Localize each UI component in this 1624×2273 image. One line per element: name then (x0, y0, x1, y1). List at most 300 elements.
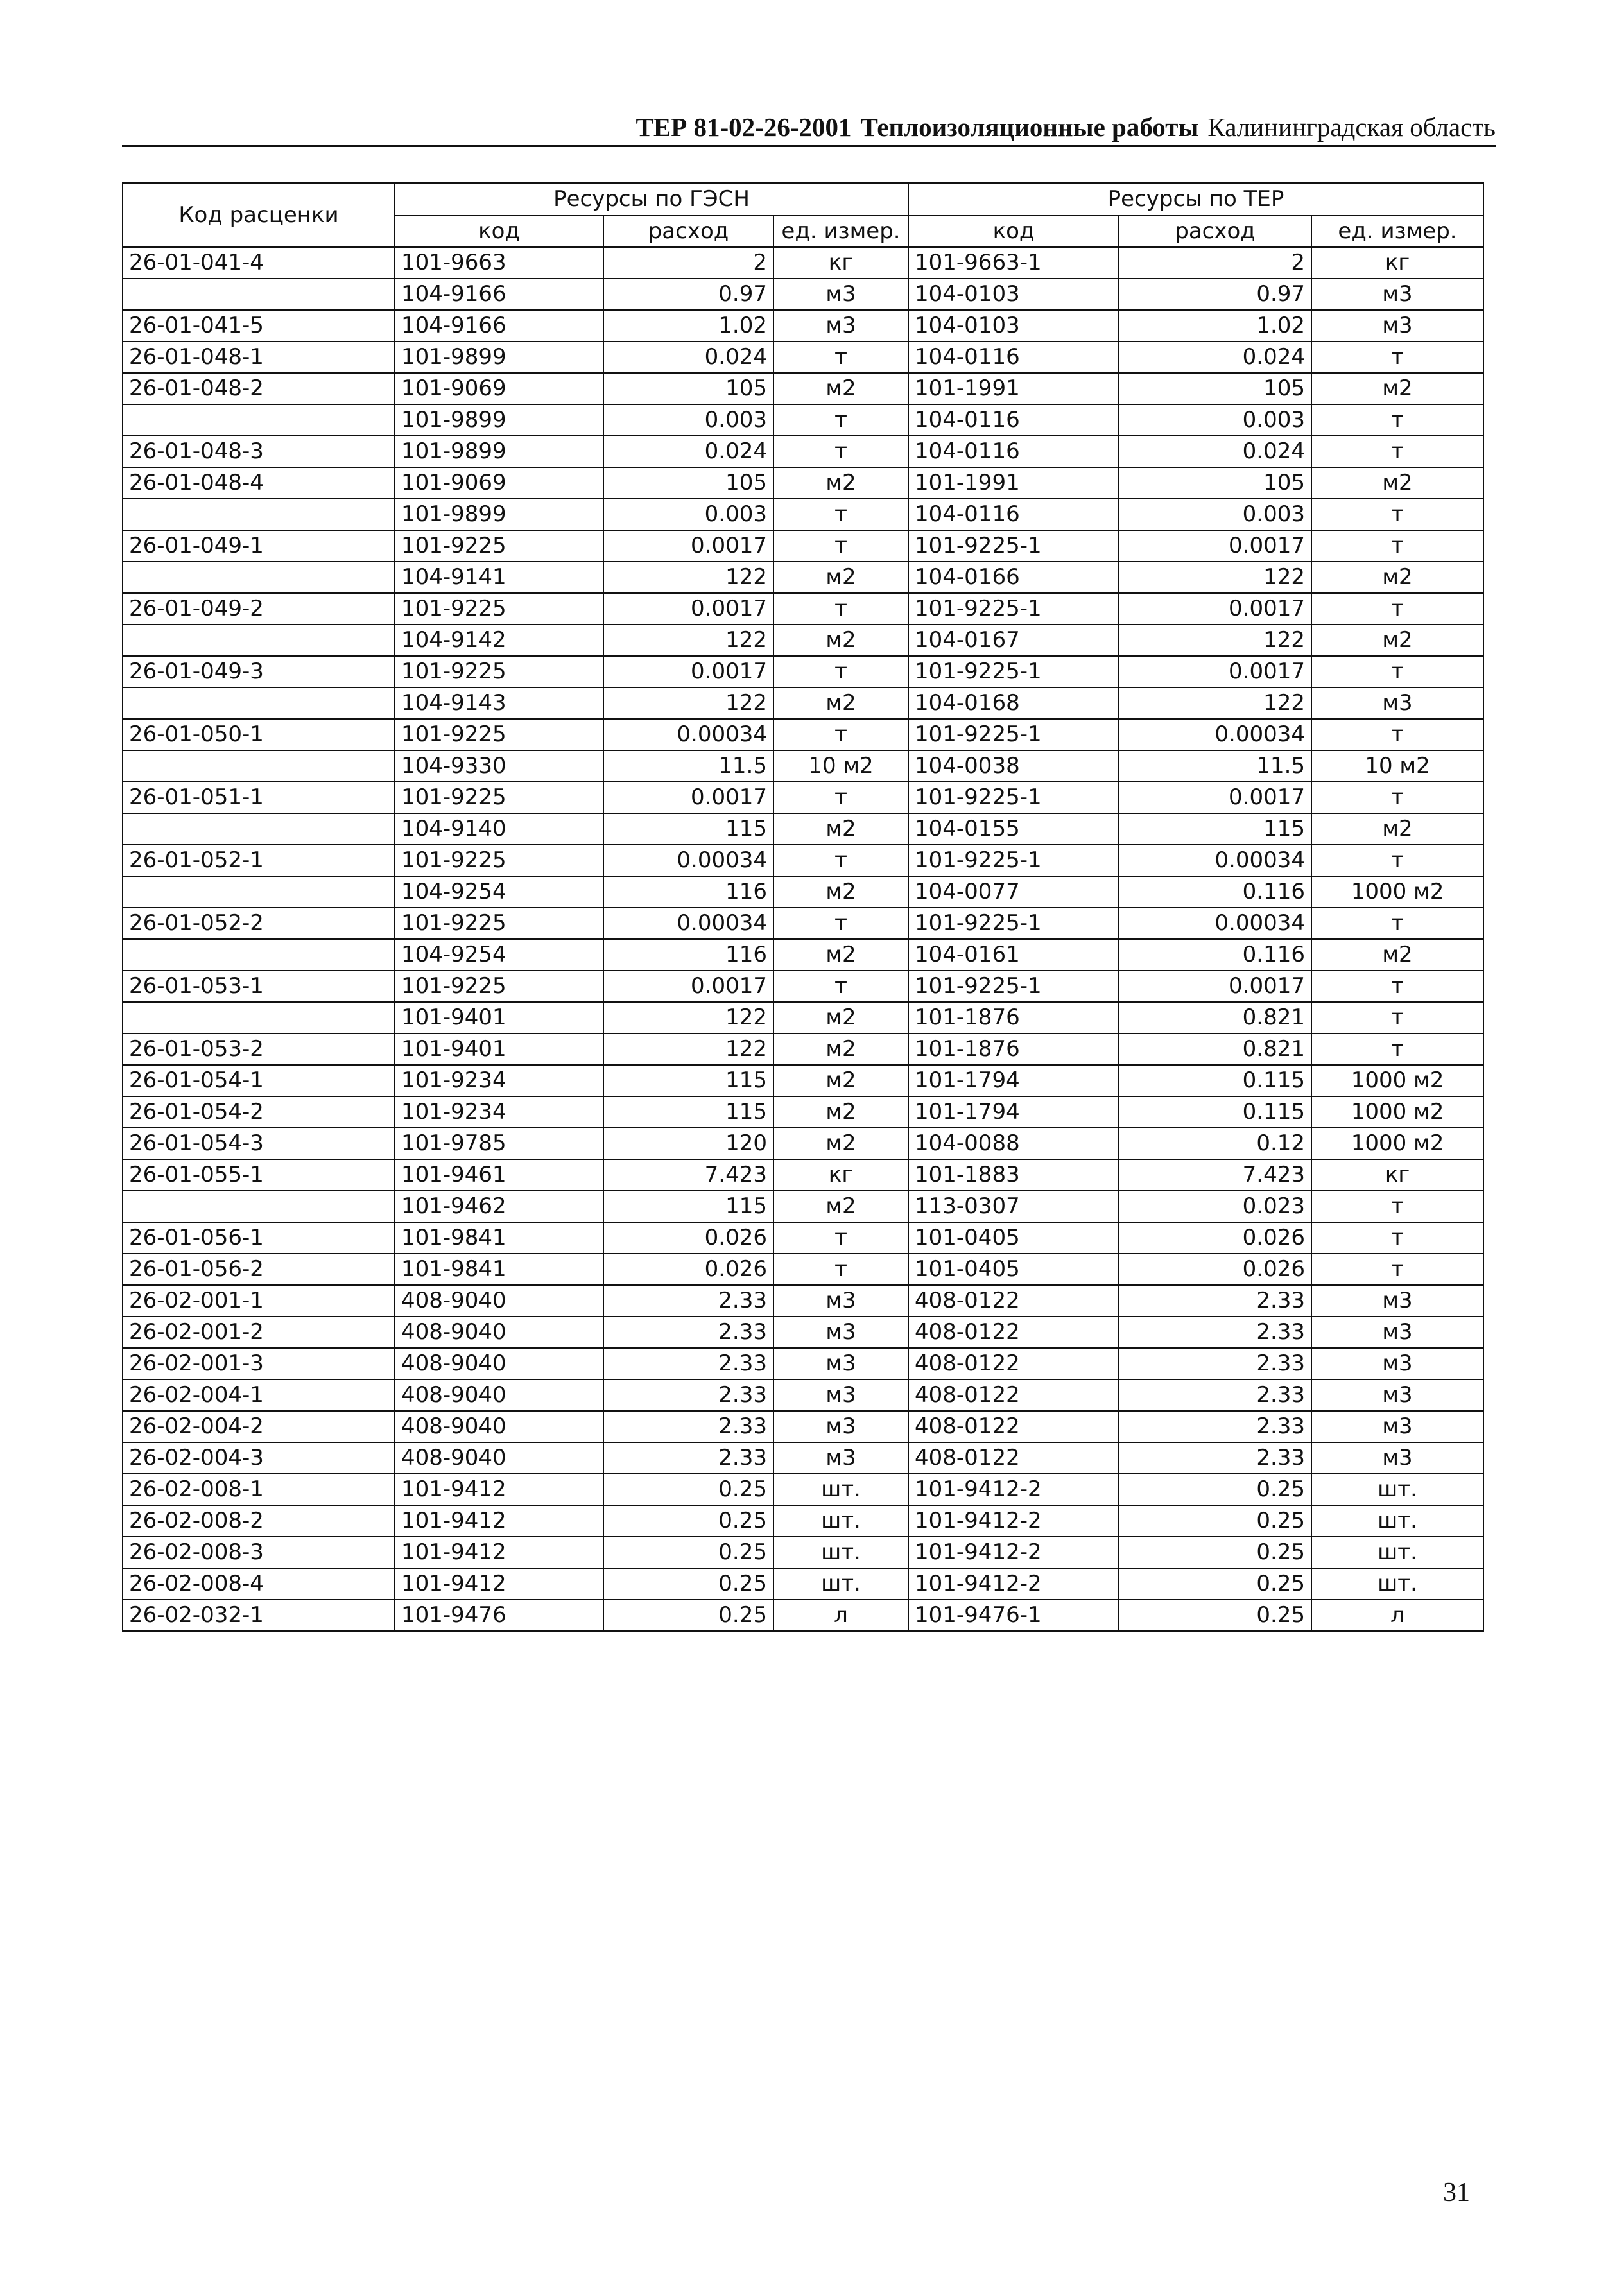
ter-unit-cell: м3 (1311, 310, 1483, 341)
gesn-consumption-cell: 0.024 (603, 341, 773, 373)
gesn-unit-cell: м2 (773, 813, 908, 845)
gesn-unit-cell: м2 (773, 1096, 908, 1128)
ter-consumption-cell: 11.5 (1119, 750, 1311, 782)
gesn-code-cell: 101-9841 (395, 1222, 603, 1254)
gesn-unit-cell: т (773, 845, 908, 876)
gesn-consumption-cell: 0.97 (603, 279, 773, 310)
gesn-code-cell: 101-9899 (395, 436, 603, 467)
gesn-consumption-cell: 7.423 (603, 1159, 773, 1191)
gesn-unit-cell: шт. (773, 1474, 908, 1505)
rate-code-cell: 26-01-041-5 (123, 310, 395, 341)
gesn-unit-cell: т (773, 782, 908, 813)
gesn-unit-cell: м2 (773, 1128, 908, 1159)
ter-unit-cell: шт. (1311, 1537, 1483, 1568)
gesn-unit-cell: т (773, 404, 908, 436)
gesn-unit-cell: т (773, 719, 908, 750)
gesn-unit-cell: м2 (773, 1065, 908, 1096)
ter-unit-cell: шт. (1311, 1568, 1483, 1600)
ter-unit-cell: м2 (1311, 813, 1483, 845)
gesn-consumption-cell: 0.25 (603, 1568, 773, 1600)
ter-unit-cell: т (1311, 1191, 1483, 1222)
gesn-code-cell: 101-9225 (395, 782, 603, 813)
ter-consumption-cell: 1.02 (1119, 310, 1311, 341)
table-row (123, 1285, 1483, 1317)
ter-consumption-cell: 0.0017 (1119, 782, 1311, 813)
gesn-unit-cell: шт. (773, 1537, 908, 1568)
ter-code-cell: 104-0088 (908, 1128, 1119, 1159)
gesn-code-cell: 101-9234 (395, 1065, 603, 1096)
rate-code-cell (123, 625, 395, 656)
header-ter-consumption: расход (1119, 216, 1311, 247)
gesn-code-cell: 104-9254 (395, 939, 603, 971)
rate-code-cell (123, 1002, 395, 1033)
ter-consumption-cell: 2.33 (1119, 1411, 1311, 1442)
document-title: Теплоизоляционные работы (860, 112, 1199, 142)
ter-consumption-cell: 0.024 (1119, 436, 1311, 467)
rate-code-cell: 26-01-051-1 (123, 782, 395, 813)
gesn-unit-cell: т (773, 593, 908, 625)
ter-consumption-cell: 2 (1119, 247, 1311, 279)
gesn-unit-cell: т (773, 436, 908, 467)
gesn-consumption-cell: 0.00034 (603, 908, 773, 939)
gesn-unit-cell: м3 (773, 1411, 908, 1442)
gesn-unit-cell: т (773, 971, 908, 1002)
rate-code-cell (123, 499, 395, 530)
ter-code-cell: 101-9225-1 (908, 530, 1119, 562)
ter-unit-cell: т (1311, 530, 1483, 562)
gesn-consumption-cell: 0.25 (603, 1537, 773, 1568)
header-rate-code: Код расценки (123, 183, 395, 247)
ter-consumption-cell: 0.821 (1119, 1002, 1311, 1033)
gesn-consumption-cell: 122 (603, 1002, 773, 1033)
ter-unit-cell: м3 (1311, 1411, 1483, 1442)
rate-code-cell: 26-01-048-4 (123, 467, 395, 499)
ter-unit-cell: т (1311, 593, 1483, 625)
gesn-code-cell: 101-9401 (395, 1033, 603, 1065)
rate-code-cell: 26-02-008-1 (123, 1474, 395, 1505)
ter-unit-cell: м3 (1311, 687, 1483, 719)
gesn-code-cell: 101-9462 (395, 1191, 603, 1222)
gesn-unit-cell: т (773, 499, 908, 530)
table-row (123, 1505, 1483, 1537)
ter-consumption-cell: 7.423 (1119, 1159, 1311, 1191)
gesn-consumption-cell: 0.0017 (603, 971, 773, 1002)
ter-consumption-cell: 122 (1119, 562, 1311, 593)
ter-consumption-cell: 122 (1119, 687, 1311, 719)
ter-code-cell: 101-9225-1 (908, 845, 1119, 876)
gesn-code-cell: 104-9143 (395, 687, 603, 719)
ter-consumption-cell: 0.026 (1119, 1222, 1311, 1254)
rate-code-cell: 26-02-008-4 (123, 1568, 395, 1600)
table-row (123, 1128, 1483, 1159)
ter-unit-cell: т (1311, 971, 1483, 1002)
table-row (123, 341, 1483, 373)
gesn-code-cell: 101-9225 (395, 656, 603, 687)
gesn-unit-cell: л (773, 1600, 908, 1631)
rate-code-cell (123, 562, 395, 593)
ter-consumption-cell: 0.003 (1119, 404, 1311, 436)
ter-unit-cell: шт. (1311, 1505, 1483, 1537)
header-ter-resources: Ресурсы по ТЕР (908, 183, 1483, 216)
gesn-code-cell: 104-9142 (395, 625, 603, 656)
gesn-unit-cell: м2 (773, 687, 908, 719)
ter-unit-cell: м3 (1311, 1317, 1483, 1348)
gesn-consumption-cell: 2.33 (603, 1442, 773, 1474)
gesn-unit-cell: м2 (773, 467, 908, 499)
ter-code-cell: 408-0122 (908, 1379, 1119, 1411)
header-gesn-code: код (395, 216, 603, 247)
table-row (123, 1222, 1483, 1254)
ter-consumption-cell: 105 (1119, 467, 1311, 499)
gesn-code-cell: 408-9040 (395, 1285, 603, 1317)
gesn-consumption-cell: 0.0017 (603, 530, 773, 562)
table-row (123, 1568, 1483, 1600)
page-number: 31 (1443, 2178, 1470, 2208)
gesn-code-cell: 101-9412 (395, 1505, 603, 1537)
gesn-consumption-cell: 105 (603, 373, 773, 404)
gesn-code-cell: 101-9069 (395, 373, 603, 404)
rate-code-cell (123, 1191, 395, 1222)
gesn-consumption-cell: 0.0017 (603, 782, 773, 813)
gesn-consumption-cell: 122 (603, 562, 773, 593)
ter-consumption-cell: 0.25 (1119, 1568, 1311, 1600)
table-row (123, 1474, 1483, 1505)
table-row (123, 1537, 1483, 1568)
rate-code-cell: 26-01-054-1 (123, 1065, 395, 1096)
gesn-code-cell: 408-9040 (395, 1379, 603, 1411)
gesn-unit-cell: м3 (773, 279, 908, 310)
table-row (123, 971, 1483, 1002)
rate-code-cell (123, 750, 395, 782)
rate-code-cell: 26-01-048-2 (123, 373, 395, 404)
gesn-code-cell: 104-9330 (395, 750, 603, 782)
header-gesn-unit: ед. измер. (773, 216, 908, 247)
rate-code-cell: 26-02-001-1 (123, 1285, 395, 1317)
table-row (123, 625, 1483, 656)
ter-unit-cell: м3 (1311, 279, 1483, 310)
ter-consumption-cell: 0.003 (1119, 499, 1311, 530)
ter-consumption-cell: 0.115 (1119, 1065, 1311, 1096)
ter-code-cell: 101-0405 (908, 1222, 1119, 1254)
gesn-unit-cell: м2 (773, 562, 908, 593)
table-row (123, 530, 1483, 562)
rate-code-cell: 26-01-048-3 (123, 436, 395, 467)
ter-code-cell: 101-9225-1 (908, 782, 1119, 813)
table-row (123, 1096, 1483, 1128)
ter-consumption-cell: 115 (1119, 813, 1311, 845)
ter-code-cell: 408-0122 (908, 1348, 1119, 1379)
table-body (123, 247, 1483, 1631)
gesn-code-cell: 408-9040 (395, 1442, 603, 1474)
gesn-unit-cell: м2 (773, 1191, 908, 1222)
ter-consumption-cell: 2.33 (1119, 1442, 1311, 1474)
gesn-unit-cell: м3 (773, 1442, 908, 1474)
ter-unit-cell: т (1311, 341, 1483, 373)
table-row (123, 1002, 1483, 1033)
table-row (123, 1033, 1483, 1065)
ter-code-cell: 104-0155 (908, 813, 1119, 845)
ter-consumption-cell: 2.33 (1119, 1379, 1311, 1411)
ter-unit-cell: т (1311, 1033, 1483, 1065)
gesn-code-cell: 101-9841 (395, 1254, 603, 1285)
ter-code-cell: 104-0167 (908, 625, 1119, 656)
gesn-unit-cell: кг (773, 247, 908, 279)
ter-consumption-cell: 0.0017 (1119, 971, 1311, 1002)
ter-code-cell: 101-9476-1 (908, 1600, 1119, 1631)
gesn-unit-cell: м2 (773, 373, 908, 404)
gesn-consumption-cell: 0.024 (603, 436, 773, 467)
rate-code-cell: 26-01-054-2 (123, 1096, 395, 1128)
ter-consumption-cell: 0.116 (1119, 876, 1311, 908)
ter-unit-cell: м2 (1311, 467, 1483, 499)
rate-code-cell (123, 813, 395, 845)
ter-code-cell: 101-9225-1 (908, 971, 1119, 1002)
ter-unit-cell: м3 (1311, 1348, 1483, 1379)
ter-code-cell: 104-0166 (908, 562, 1119, 593)
gesn-code-cell: 408-9040 (395, 1411, 603, 1442)
ter-unit-cell: л (1311, 1600, 1483, 1631)
ter-code-cell: 101-1876 (908, 1033, 1119, 1065)
ter-consumption-cell: 0.25 (1119, 1505, 1311, 1537)
table-row (123, 436, 1483, 467)
gesn-code-cell: 104-9141 (395, 562, 603, 593)
ter-consumption-cell: 0.0017 (1119, 656, 1311, 687)
ter-consumption-cell: 0.0017 (1119, 593, 1311, 625)
ter-unit-cell: м2 (1311, 939, 1483, 971)
ter-code-cell: 104-0168 (908, 687, 1119, 719)
gesn-code-cell: 101-9899 (395, 341, 603, 373)
rate-code-cell: 26-01-048-1 (123, 341, 395, 373)
rate-code-cell: 26-01-052-2 (123, 908, 395, 939)
ter-code-cell: 101-1794 (908, 1065, 1119, 1096)
rate-code-cell: 26-01-041-4 (123, 247, 395, 279)
gesn-unit-cell: т (773, 341, 908, 373)
gesn-code-cell: 101-9225 (395, 593, 603, 625)
gesn-code-cell: 101-9899 (395, 499, 603, 530)
gesn-consumption-cell: 0.0017 (603, 656, 773, 687)
table-row (123, 939, 1483, 971)
rate-code-cell (123, 404, 395, 436)
ter-consumption-cell: 0.00034 (1119, 908, 1311, 939)
ter-unit-cell: т (1311, 1254, 1483, 1285)
table-row (123, 1191, 1483, 1222)
gesn-code-cell: 101-9785 (395, 1128, 603, 1159)
ter-consumption-cell: 0.00034 (1119, 719, 1311, 750)
table-row (123, 373, 1483, 404)
table-row (123, 593, 1483, 625)
gesn-code-cell: 104-9254 (395, 876, 603, 908)
ter-code-cell: 113-0307 (908, 1191, 1119, 1222)
gesn-consumption-cell: 120 (603, 1128, 773, 1159)
gesn-unit-cell: м2 (773, 625, 908, 656)
header-ter-code: код (908, 216, 1119, 247)
rate-code-cell: 26-01-054-3 (123, 1128, 395, 1159)
gesn-consumption-cell: 116 (603, 939, 773, 971)
gesn-consumption-cell: 0.003 (603, 404, 773, 436)
ter-consumption-cell: 0.25 (1119, 1600, 1311, 1631)
ter-code-cell: 408-0122 (908, 1411, 1119, 1442)
table-row (123, 1442, 1483, 1474)
ter-code-cell: 408-0122 (908, 1285, 1119, 1317)
gesn-code-cell: 101-9412 (395, 1474, 603, 1505)
rate-code-cell: 26-02-004-1 (123, 1379, 395, 1411)
rate-code-cell: 26-02-001-3 (123, 1348, 395, 1379)
gesn-code-cell: 408-9040 (395, 1317, 603, 1348)
gesn-unit-cell: т (773, 908, 908, 939)
ter-unit-cell: т (1311, 499, 1483, 530)
table-row (123, 1065, 1483, 1096)
table-row (123, 467, 1483, 499)
ter-consumption-cell: 0.25 (1119, 1474, 1311, 1505)
table-row (123, 1348, 1483, 1379)
table-row (123, 1254, 1483, 1285)
gesn-code-cell: 408-9040 (395, 1348, 603, 1379)
gesn-code-cell: 101-9225 (395, 719, 603, 750)
gesn-unit-cell: м3 (773, 310, 908, 341)
ter-consumption-cell: 0.97 (1119, 279, 1311, 310)
ter-unit-cell: т (1311, 404, 1483, 436)
ter-consumption-cell: 2.33 (1119, 1348, 1311, 1379)
rate-code-cell: 26-02-008-3 (123, 1537, 395, 1568)
ter-code-cell: 104-0038 (908, 750, 1119, 782)
gesn-consumption-cell: 2 (603, 247, 773, 279)
ter-code-cell: 101-0405 (908, 1254, 1119, 1285)
rate-code-cell: 26-01-049-3 (123, 656, 395, 687)
gesn-consumption-cell: 115 (603, 1191, 773, 1222)
ter-unit-cell: т (1311, 1222, 1483, 1254)
gesn-code-cell: 101-9225 (395, 530, 603, 562)
ter-unit-cell: 1000 м2 (1311, 1096, 1483, 1128)
gesn-code-cell: 101-9412 (395, 1537, 603, 1568)
rate-code-cell: 26-01-050-1 (123, 719, 395, 750)
ter-unit-cell: 1000 м2 (1311, 1065, 1483, 1096)
rate-code-cell: 26-01-052-1 (123, 845, 395, 876)
gesn-unit-cell: шт. (773, 1568, 908, 1600)
table-row (123, 1411, 1483, 1442)
ter-consumption-cell: 0.00034 (1119, 845, 1311, 876)
table-row (123, 687, 1483, 719)
ter-code-cell: 104-0161 (908, 939, 1119, 971)
ter-unit-cell: 10 м2 (1311, 750, 1483, 782)
gesn-consumption-cell: 122 (603, 625, 773, 656)
ter-consumption-cell: 0.116 (1119, 939, 1311, 971)
gesn-consumption-cell: 0.026 (603, 1254, 773, 1285)
rate-code-cell: 26-01-053-2 (123, 1033, 395, 1065)
gesn-consumption-cell: 0.00034 (603, 845, 773, 876)
table-row (123, 247, 1483, 279)
ter-code-cell: 101-9412-2 (908, 1568, 1119, 1600)
rate-code-cell: 26-01-055-1 (123, 1159, 395, 1191)
ter-code-cell: 104-0116 (908, 404, 1119, 436)
ter-unit-cell: кг (1311, 1159, 1483, 1191)
gesn-unit-cell: т (773, 1254, 908, 1285)
gesn-unit-cell: т (773, 1222, 908, 1254)
gesn-consumption-cell: 0.25 (603, 1600, 773, 1631)
table-row (123, 404, 1483, 436)
ter-unit-cell: кг (1311, 247, 1483, 279)
ter-code-cell: 408-0122 (908, 1317, 1119, 1348)
gesn-unit-cell: м2 (773, 876, 908, 908)
table-row (123, 719, 1483, 750)
ter-code-cell: 104-0103 (908, 279, 1119, 310)
gesn-consumption-cell: 0.25 (603, 1505, 773, 1537)
table-row (123, 1379, 1483, 1411)
gesn-consumption-cell: 1.02 (603, 310, 773, 341)
rate-code-cell: 26-02-032-1 (123, 1600, 395, 1631)
table-row (123, 782, 1483, 813)
ter-consumption-cell: 2.33 (1119, 1317, 1311, 1348)
ter-consumption-cell: 0.023 (1119, 1191, 1311, 1222)
gesn-code-cell: 104-9166 (395, 279, 603, 310)
rate-code-cell (123, 939, 395, 971)
ter-unit-cell: т (1311, 845, 1483, 876)
ter-consumption-cell: 0.12 (1119, 1128, 1311, 1159)
gesn-code-cell: 101-9899 (395, 404, 603, 436)
gesn-unit-cell: т (773, 530, 908, 562)
gesn-unit-cell: м3 (773, 1348, 908, 1379)
ter-code-cell: 101-1883 (908, 1159, 1119, 1191)
ter-unit-cell: т (1311, 719, 1483, 750)
rate-code-cell: 26-02-004-3 (123, 1442, 395, 1474)
header-gesn-consumption: расход (603, 216, 773, 247)
ter-unit-cell: т (1311, 436, 1483, 467)
gesn-unit-cell: м2 (773, 1002, 908, 1033)
ter-code-cell: 101-1991 (908, 373, 1119, 404)
rate-code-cell: 26-01-049-2 (123, 593, 395, 625)
ter-consumption-cell: 0.821 (1119, 1033, 1311, 1065)
gesn-consumption-cell: 122 (603, 1033, 773, 1065)
rate-code-cell (123, 876, 395, 908)
gesn-unit-cell: шт. (773, 1505, 908, 1537)
rate-code-cell: 26-01-056-1 (123, 1222, 395, 1254)
table-row (123, 499, 1483, 530)
gesn-unit-cell: м3 (773, 1317, 908, 1348)
gesn-unit-cell: м2 (773, 939, 908, 971)
ter-code-cell: 101-1991 (908, 467, 1119, 499)
gesn-code-cell: 101-9412 (395, 1568, 603, 1600)
page-header (122, 107, 1496, 147)
gesn-unit-cell: т (773, 656, 908, 687)
ter-code-cell: 101-9412-2 (908, 1474, 1119, 1505)
gesn-unit-cell: 10 м2 (773, 750, 908, 782)
ter-consumption-cell: 0.0017 (1119, 530, 1311, 562)
ter-unit-cell: м2 (1311, 625, 1483, 656)
table-row (123, 310, 1483, 341)
gesn-consumption-cell: 2.33 (603, 1379, 773, 1411)
ter-consumption-cell: 105 (1119, 373, 1311, 404)
ter-unit-cell: т (1311, 782, 1483, 813)
gesn-consumption-cell: 2.33 (603, 1317, 773, 1348)
gesn-code-cell: 101-9401 (395, 1002, 603, 1033)
gesn-code-cell: 101-9476 (395, 1600, 603, 1631)
gesn-consumption-cell: 0.00034 (603, 719, 773, 750)
gesn-unit-cell: м2 (773, 1033, 908, 1065)
table-row (123, 813, 1483, 845)
table-row (123, 562, 1483, 593)
table-row (123, 1600, 1483, 1631)
document-region: Калининградская область (1207, 112, 1496, 142)
ter-code-cell: 101-1876 (908, 1002, 1119, 1033)
ter-unit-cell: 1000 м2 (1311, 876, 1483, 908)
ter-code-cell: 104-0116 (908, 499, 1119, 530)
gesn-code-cell: 101-9069 (395, 467, 603, 499)
gesn-consumption-cell: 11.5 (603, 750, 773, 782)
rate-code-cell: 26-01-056-2 (123, 1254, 395, 1285)
gesn-code-cell: 101-9461 (395, 1159, 603, 1191)
rate-code-cell: 26-02-001-2 (123, 1317, 395, 1348)
ter-unit-cell: м3 (1311, 1285, 1483, 1317)
table-row (123, 279, 1483, 310)
